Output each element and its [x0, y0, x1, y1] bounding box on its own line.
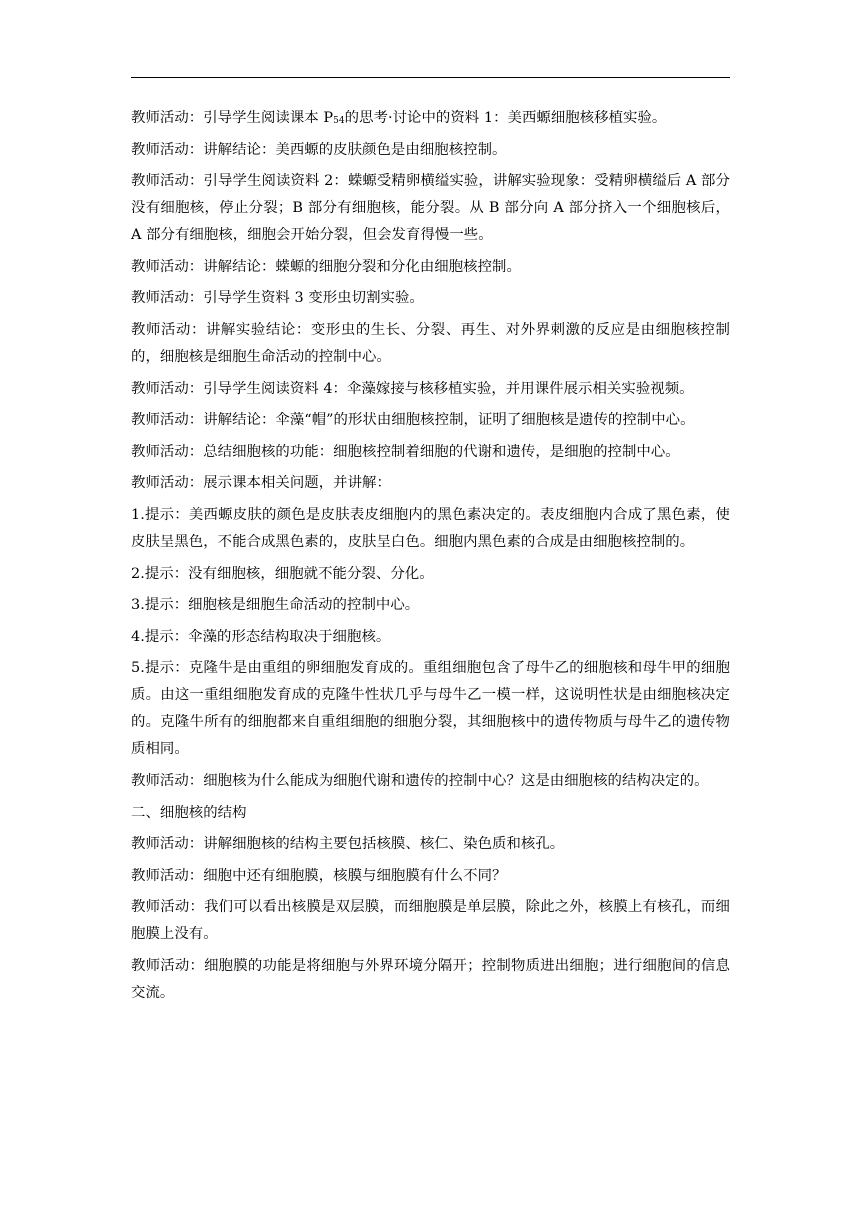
paragraph: 教师活动：引导学生阅读资料 2：蝾螈受精卵横缢实验，讲解实验现象：受精卵横缢后 A 部分没有细胞核，停止分裂；B 部分有细胞核，能分裂。从 B 部分向 A 部分挤入一个细胞核后，A 部分有细胞核，细胞会开始分裂，但会发育得慢一些。 [131, 173, 730, 244]
paragraph: 5.提示：克隆牛是由重组的卵细胞发育成的。重组细胞包含了母牛乙的细胞核和母牛甲的细胞质。由这一重组细胞发育成的克隆牛性状几乎与母牛乙一模一样，这说明性状是由细胞核决定的。克隆牛所有的细胞都来自重组细胞的细胞分裂，其细胞核中的遗传物质与母牛乙的遗传物质相同。 [131, 660, 730, 758]
paragraph: 教师活动：讲解结论：伞藻“帽”的形状由细胞核控制，证明了细胞核是遗传的控制中心。 [131, 412, 695, 429]
paragraph: 教师活动：引导学生阅读课本 $P_{54}$的思考·讨论中的资料 1：美西螈细胞核移植实验。 [131, 110, 667, 126]
paragraph: 教师活动：讲解细胞核的结构主要包括核膜、核仁、染色质和核孔。 [131, 836, 565, 853]
paragraph: 教师活动：讲解结论：美西螈的皮肤颜色是由细胞核控制。 [131, 141, 507, 158]
paragraph: 2.提示：没有细胞核，细胞就不能分裂、分化。 [131, 565, 434, 582]
paragraph: 教师活动：细胞核为什么能成为细胞代谢和遗传的控制中心？这是由细胞核的结构决定的。 [131, 772, 709, 789]
paragraph: 教师活动：细胞中还有细胞膜，核膜与细胞膜有什么不同？ [131, 867, 507, 884]
paragraph: 教师活动：总结细胞核的功能：细胞核控制着细胞的代谢和遗传，是细胞的控制中心。 [131, 443, 680, 460]
paragraph: 教师活动：细胞膜的功能是将细胞与外界环境分隔开；控制物质进出细胞；进行细胞间的信息交流。 [131, 957, 730, 1001]
paragraph: 1.提示：美西螈皮肤的颜色是皮肤表皮细胞内的黑色素决定的。表皮细胞内合成了黑色素，使皮肤呈黑色，不能合成黑色素的，皮肤呈白色。细胞内黑色素的合成是由细胞核控制的。 [131, 506, 730, 550]
paragraph: 教师活动：引导学生阅读资料 4：伞藻嫁接与核移植实验，并用课件展示相关实验视频。 [131, 380, 694, 397]
header-rule [131, 77, 730, 78]
paragraph: 教师活动：展示课本相关问题，并讲解： [131, 475, 391, 492]
paragraph: 教师活动：讲解结论：蝾螈的细胞分裂和分化由细胞核控制。 [131, 258, 521, 275]
document-body [131, 105, 730, 1011]
paragraph: 3.提示：细胞核是细胞生命活动的控制中心。 [131, 597, 420, 614]
paragraph: 教师活动：讲解实验结论：变形虫的生长、分裂、再生、对外界刺激的反应是由细胞核控制的，细胞核是细胞生命活动的控制中心。 [131, 321, 730, 365]
paragraph: 4.提示：伞藻的形态结构取决于细胞核。 [131, 628, 391, 645]
section-heading: 二、细胞核的结构 [131, 804, 247, 821]
paragraph: 教师活动：引导学生资料 3 变形虫切割实验。 [131, 290, 424, 307]
paragraph: 教师活动：我们可以看出核膜是双层膜，而细胞膜是单层膜，除此之外，核膜上有核孔，而细胞膜上没有。 [131, 899, 730, 943]
